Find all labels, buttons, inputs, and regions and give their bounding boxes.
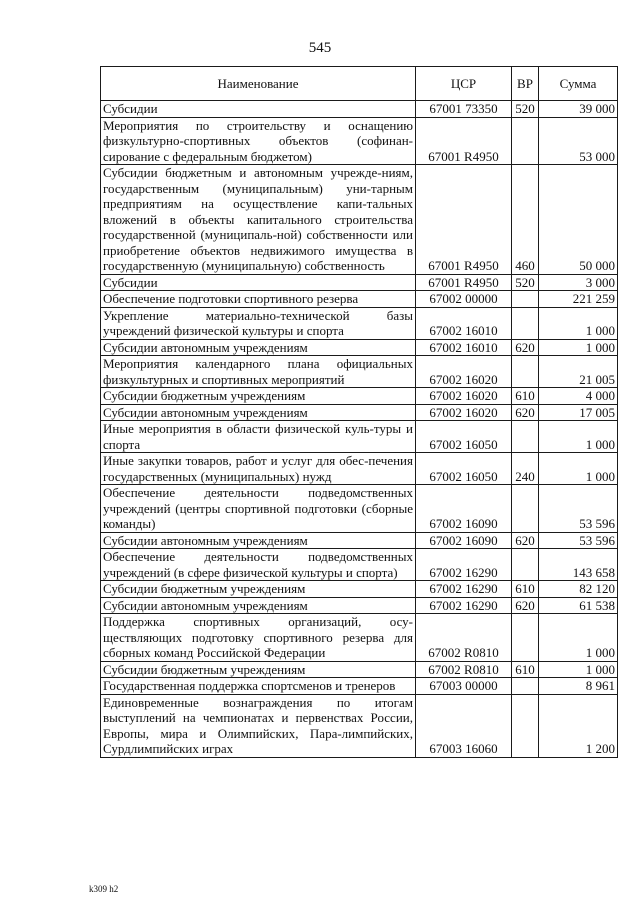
row-name: Государственная поддержка спортсменов и тренеров (101, 678, 416, 695)
table-row (101, 388, 618, 405)
row-vr: 610 (512, 661, 539, 678)
row-csr: 67002 16050 (416, 421, 512, 453)
row-vr: 460 (512, 165, 539, 275)
row-name: Мероприятия календарного плана официальных физкультурных и спортивных мероприятий (101, 356, 416, 388)
row-name: Субсидии автономным учреждениям (101, 339, 416, 356)
row-name: Субсидии (101, 274, 416, 291)
header-row (101, 67, 618, 101)
row-sum: 4 000 (539, 388, 618, 405)
row-name: Мероприятия по строительству и оснащению физкультурно-спортивных объектов (софинан-сирование с федеральным бюджетом) (101, 117, 416, 165)
row-sum: 1 000 (539, 307, 618, 339)
row-sum: 1 000 (539, 421, 618, 453)
row-name: Субсидии автономным учреждениям (101, 597, 416, 614)
table-row (101, 404, 618, 421)
row-name: Иные мероприятия в области физической куль-туры и спорта (101, 421, 416, 453)
row-sum: 1 000 (539, 339, 618, 356)
row-csr: 67002 16290 (416, 597, 512, 614)
table-row (101, 678, 618, 695)
header-sum: Сумма (539, 67, 618, 101)
row-csr: 67001 R4950 (416, 165, 512, 275)
row-sum: 39 000 (539, 101, 618, 118)
row-name: Обеспечение деятельности подведомственных учреждений (в сфере физической культуры и спорта) (101, 549, 416, 581)
row-sum: 1 000 (539, 614, 618, 662)
row-vr (512, 356, 539, 388)
table-header (101, 67, 618, 101)
row-vr: 620 (512, 339, 539, 356)
row-vr (512, 694, 539, 757)
row-csr: 67001 73350 (416, 101, 512, 118)
row-vr: 240 (512, 453, 539, 485)
row-name: Иные закупки товаров, работ и услуг для обес-печения государственных (муниципальных) нужд (101, 453, 416, 485)
table-row (101, 165, 618, 275)
row-csr: 67003 00000 (416, 678, 512, 695)
budget-table (100, 66, 618, 758)
table-row (101, 661, 618, 678)
table-row (101, 485, 618, 533)
row-csr: 67002 00000 (416, 291, 512, 308)
row-csr: 67002 16290 (416, 549, 512, 581)
row-name: Субсидии автономным учреждениям (101, 404, 416, 421)
table-row (101, 356, 618, 388)
header-csr: ЦСР (416, 67, 512, 101)
row-sum: 53 000 (539, 117, 618, 165)
row-csr: 67002 R0810 (416, 661, 512, 678)
row-vr (512, 485, 539, 533)
row-sum: 8 961 (539, 678, 618, 695)
row-vr: 520 (512, 101, 539, 118)
row-vr (512, 421, 539, 453)
row-csr: 67002 16010 (416, 339, 512, 356)
table-row (101, 549, 618, 581)
row-sum: 82 120 (539, 581, 618, 598)
row-csr: 67002 16020 (416, 388, 512, 405)
row-sum: 1 000 (539, 661, 618, 678)
row-csr: 67001 R4950 (416, 117, 512, 165)
row-sum: 53 596 (539, 485, 618, 533)
row-name: Поддержка спортивных организаций, осу-ществляющих подготовку спортивного резерва для сборных команд Российской Федерации (101, 614, 416, 662)
row-sum: 1 000 (539, 453, 618, 485)
row-csr: 67002 16020 (416, 356, 512, 388)
table-row (101, 694, 618, 757)
row-name: Субсидии (101, 101, 416, 118)
row-csr: 67002 R0810 (416, 614, 512, 662)
table-row (101, 597, 618, 614)
row-vr (512, 117, 539, 165)
table-row (101, 291, 618, 308)
row-vr: 520 (512, 274, 539, 291)
table-row (101, 117, 618, 165)
table-row (101, 614, 618, 662)
table-row (101, 307, 618, 339)
header-name: Наименование (101, 67, 416, 101)
row-vr (512, 614, 539, 662)
row-sum: 1 200 (539, 694, 618, 757)
table-row (101, 532, 618, 549)
row-vr: 620 (512, 597, 539, 614)
row-sum: 61 538 (539, 597, 618, 614)
table-row (101, 274, 618, 291)
row-csr: 67001 R4950 (416, 274, 512, 291)
row-vr (512, 291, 539, 308)
footer-code: k309 h2 (89, 884, 119, 894)
row-name: Субсидии автономным учреждениям (101, 532, 416, 549)
row-name: Обеспечение подготовки спортивного резерва (101, 291, 416, 308)
row-sum: 53 596 (539, 532, 618, 549)
row-name: Субсидии бюджетным и автономным учрежде-ниям, государственным (муниципальным) уни-тарным предприятиям на осуществление капи-тальных вложений в объекты капитального строительства государственной (муниципаль-ной) собственности или приобретение объектов недвижимого имущества в государственную (муниципальную) собственность (101, 165, 416, 275)
header-vr: ВР (512, 67, 539, 101)
row-csr: 67002 16020 (416, 404, 512, 421)
table-row (101, 453, 618, 485)
table-row (101, 581, 618, 598)
row-name: Субсидии бюджетным учреждениям (101, 581, 416, 598)
row-name: Субсидии бюджетным учреждениям (101, 388, 416, 405)
row-name: Единовременные вознаграждения по итогам выступлений на чемпионатах и первенствах России, Европы, мира и Олимпийских, Пара-лимпийских, Сурдлимпийских играх (101, 694, 416, 757)
table-body (101, 101, 618, 758)
row-csr: 67003 16060 (416, 694, 512, 757)
row-sum: 3 000 (539, 274, 618, 291)
row-sum: 221 259 (539, 291, 618, 308)
page-number: 545 (308, 40, 332, 56)
row-csr: 67002 16050 (416, 453, 512, 485)
table-row (101, 339, 618, 356)
table-row (101, 101, 618, 118)
row-csr: 67002 16290 (416, 581, 512, 598)
row-name: Субсидии бюджетным учреждениям (101, 661, 416, 678)
row-vr: 620 (512, 404, 539, 421)
row-sum: 50 000 (539, 165, 618, 275)
row-vr: 610 (512, 388, 539, 405)
row-sum: 17 005 (539, 404, 618, 421)
row-csr: 67002 16010 (416, 307, 512, 339)
row-vr (512, 678, 539, 695)
row-vr: 610 (512, 581, 539, 598)
row-name: Обеспечение деятельности подведомственных учреждений (центры спортивной подготовки (сборные команды) (101, 485, 416, 533)
row-vr (512, 307, 539, 339)
row-csr: 67002 16090 (416, 485, 512, 533)
row-csr: 67002 16090 (416, 532, 512, 549)
row-sum: 143 658 (539, 549, 618, 581)
row-name: Укрепление материально-технической базы учреждений физической культуры и спорта (101, 307, 416, 339)
table-row (101, 421, 618, 453)
row-vr: 620 (512, 532, 539, 549)
row-sum: 21 005 (539, 356, 618, 388)
row-vr (512, 549, 539, 581)
